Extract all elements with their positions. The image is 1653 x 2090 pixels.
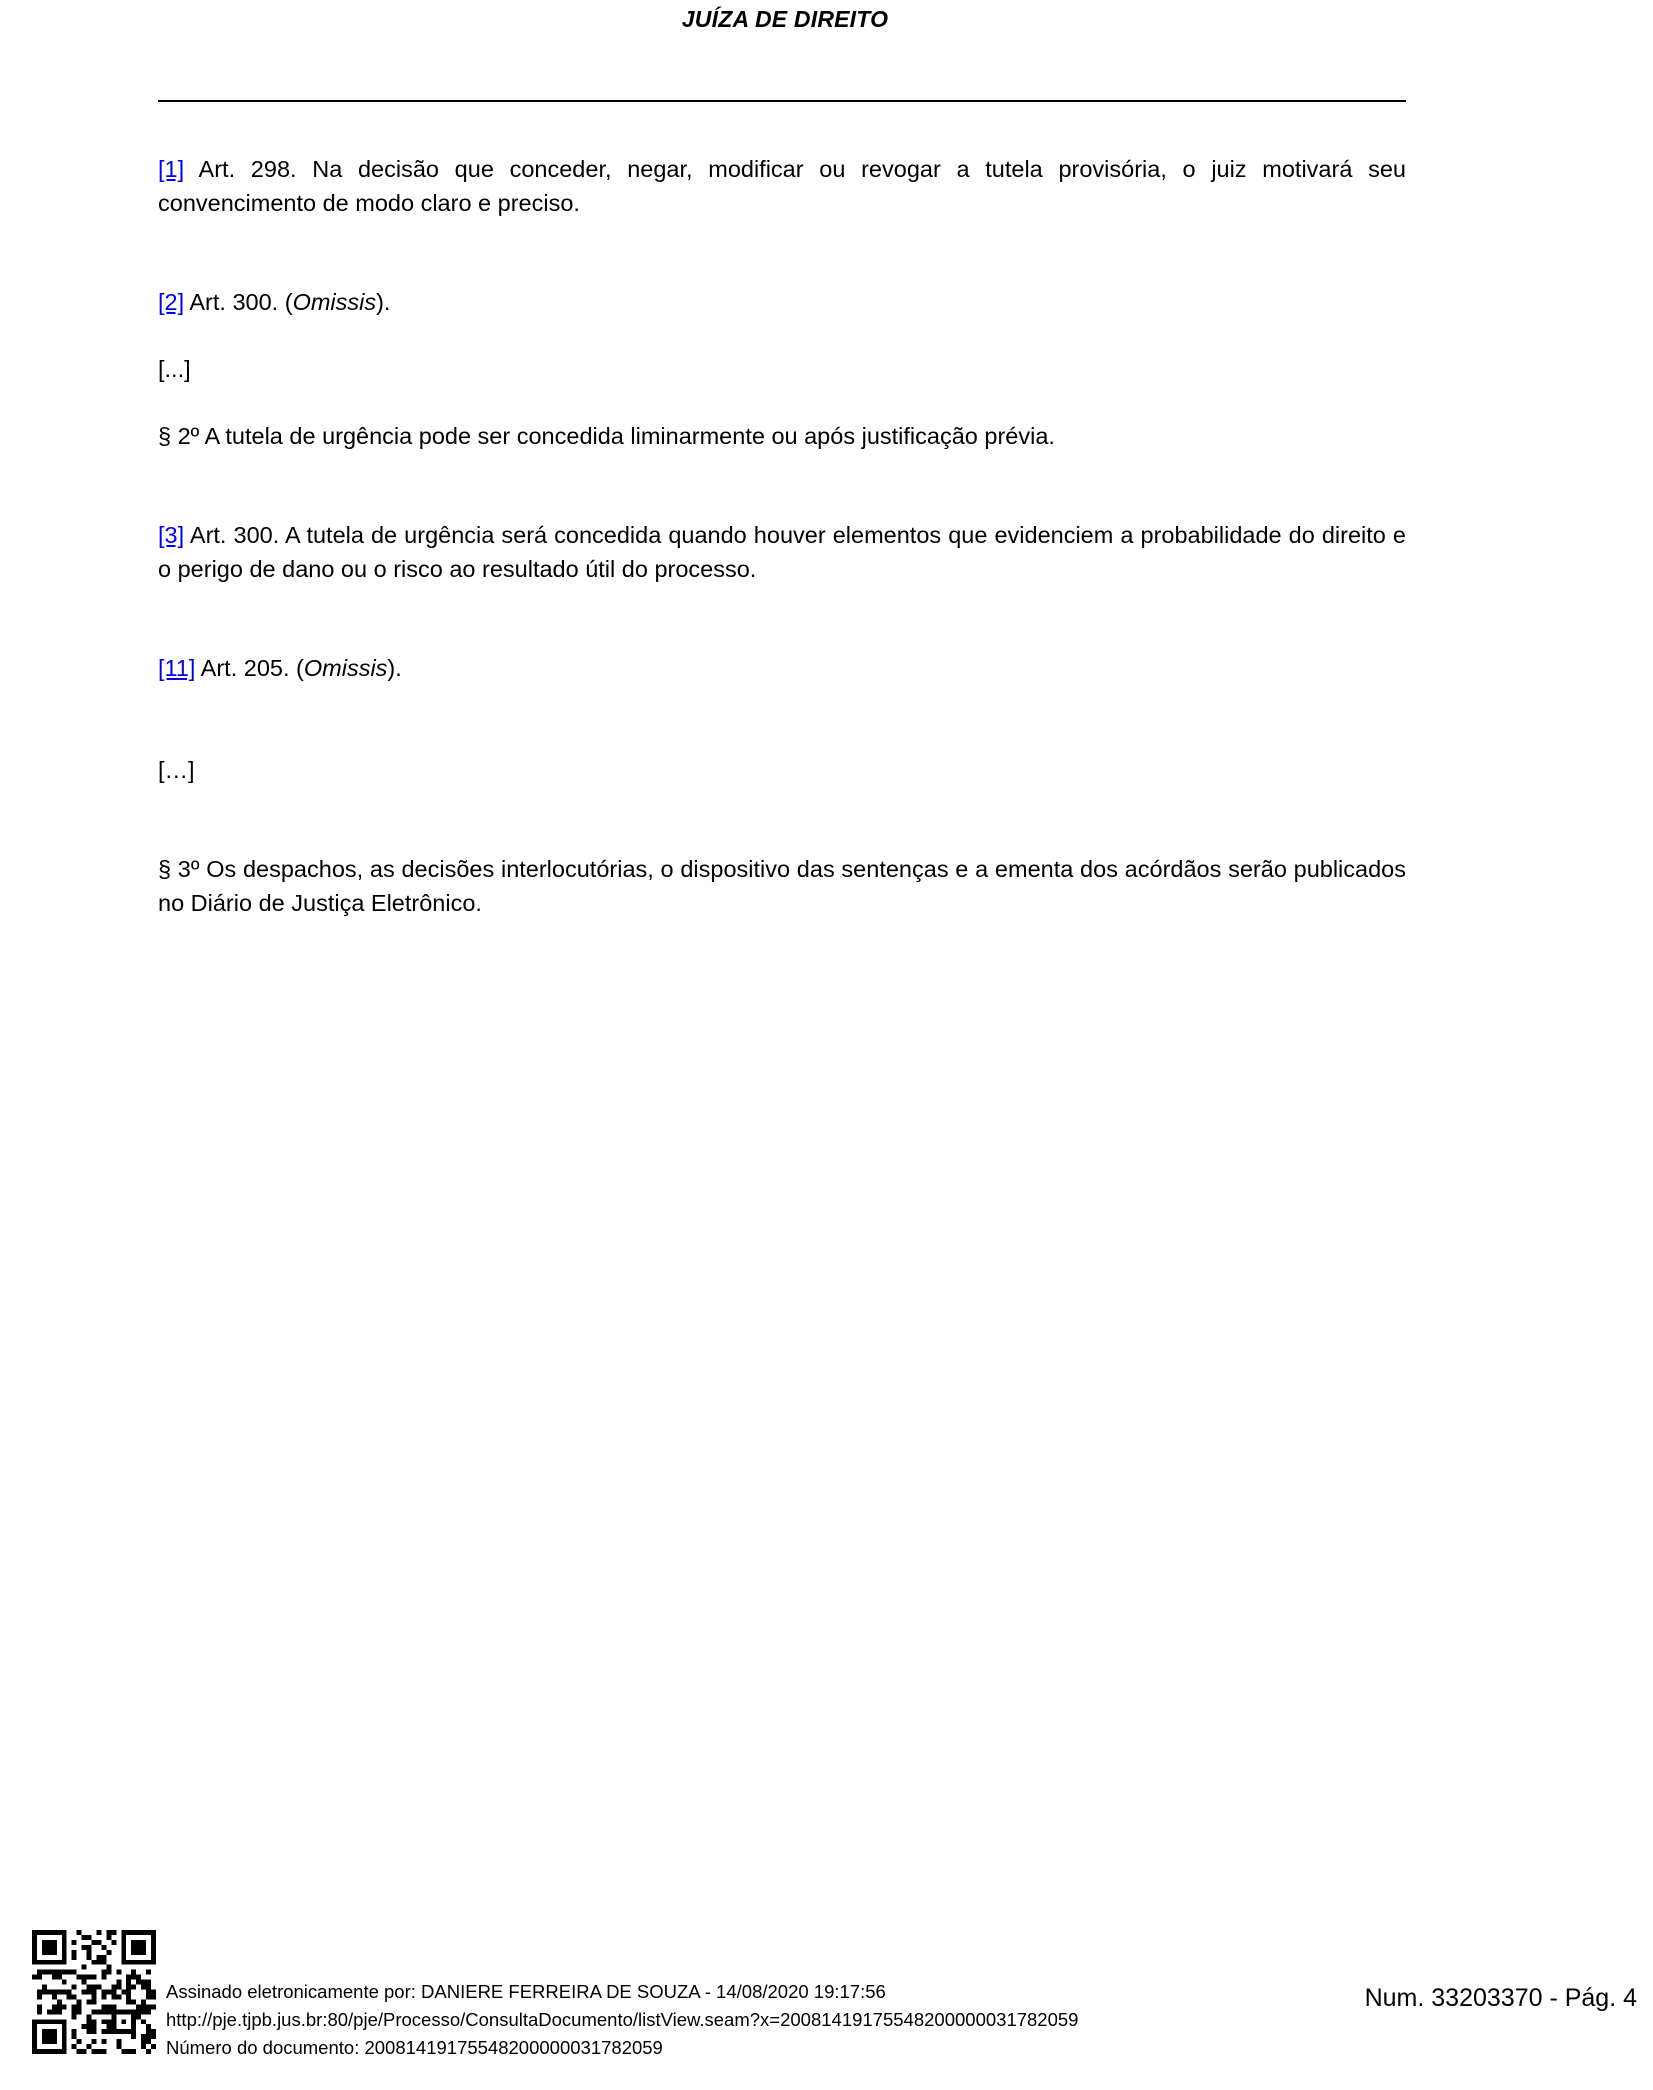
footnote-ref-link[interactable]: [1] (158, 156, 185, 182)
footnote-11 (158, 651, 1406, 685)
footnote-italic-text: Omissis (303, 655, 388, 681)
footnote-italic-text: Omissis (292, 289, 377, 315)
footnote-1 (158, 152, 1406, 220)
page-number: Num. 33203370 - Pág. 4 (1364, 1984, 1637, 2012)
footnote-text: Art. 300. ( (184, 289, 293, 315)
qr-code-icon (32, 1930, 156, 2054)
footnote-text: ). (387, 655, 402, 681)
signed-by-text: Assinado eletronicamente por: DANIERE FERREIRA DE SOUZA - 14/08/2020 19:17:56 (166, 1981, 886, 2002)
footnote-ellipsis: […] (158, 757, 195, 783)
footnote-separator (158, 100, 1406, 102)
signature-info (166, 1978, 1078, 2062)
footnote-ref-link[interactable]: [3] (158, 522, 185, 548)
footnote-ref-link[interactable]: [11] (158, 655, 196, 681)
footnote-paragraph: § 2º A tutela de urgência pode ser concedida liminarmente ou após justificação prévia. (158, 423, 1055, 449)
footnote-paragraph: § 3º Os despachos, as decisões interlocutórias, o dispositivo das sentenças e a ementa dos acórdãos serão publicados no Diário de Justiça Eletrônico. (158, 856, 1406, 916)
footnote-text: ). (376, 289, 391, 315)
footnote-text: Art. 298. Na decisão que conceder, negar, modificar ou revogar a tutela provisória, o juiz motivará seu convencimento de modo claro e preciso. (158, 156, 1406, 216)
document-number-text: Número do documento: 20081419175548200000031782059 (166, 2037, 663, 2058)
document-url-link[interactable]: http://pje.tjpb.jus.br:80/pje/Processo/ConsultaDocumento/listView.seam?x=20081419175548200000031782059 (166, 2009, 1079, 2030)
footnote-ellipsis: [...] (158, 356, 191, 382)
footnote-ref-link[interactable]: [2] (158, 289, 185, 315)
footnote-text: Art. 205. ( (195, 655, 304, 681)
footnote-3 (158, 518, 1406, 586)
footnote-text: Art. 300. A tutela de urgência será concedida quando houver elementos que evidenciem a probabilidade do direito e o perigo de dano ou o risco ao resultado útil do processo. (158, 522, 1406, 582)
page-header-title: JUÍZA DE DIREITO (681, 6, 889, 32)
footnote-2 (158, 285, 1406, 319)
